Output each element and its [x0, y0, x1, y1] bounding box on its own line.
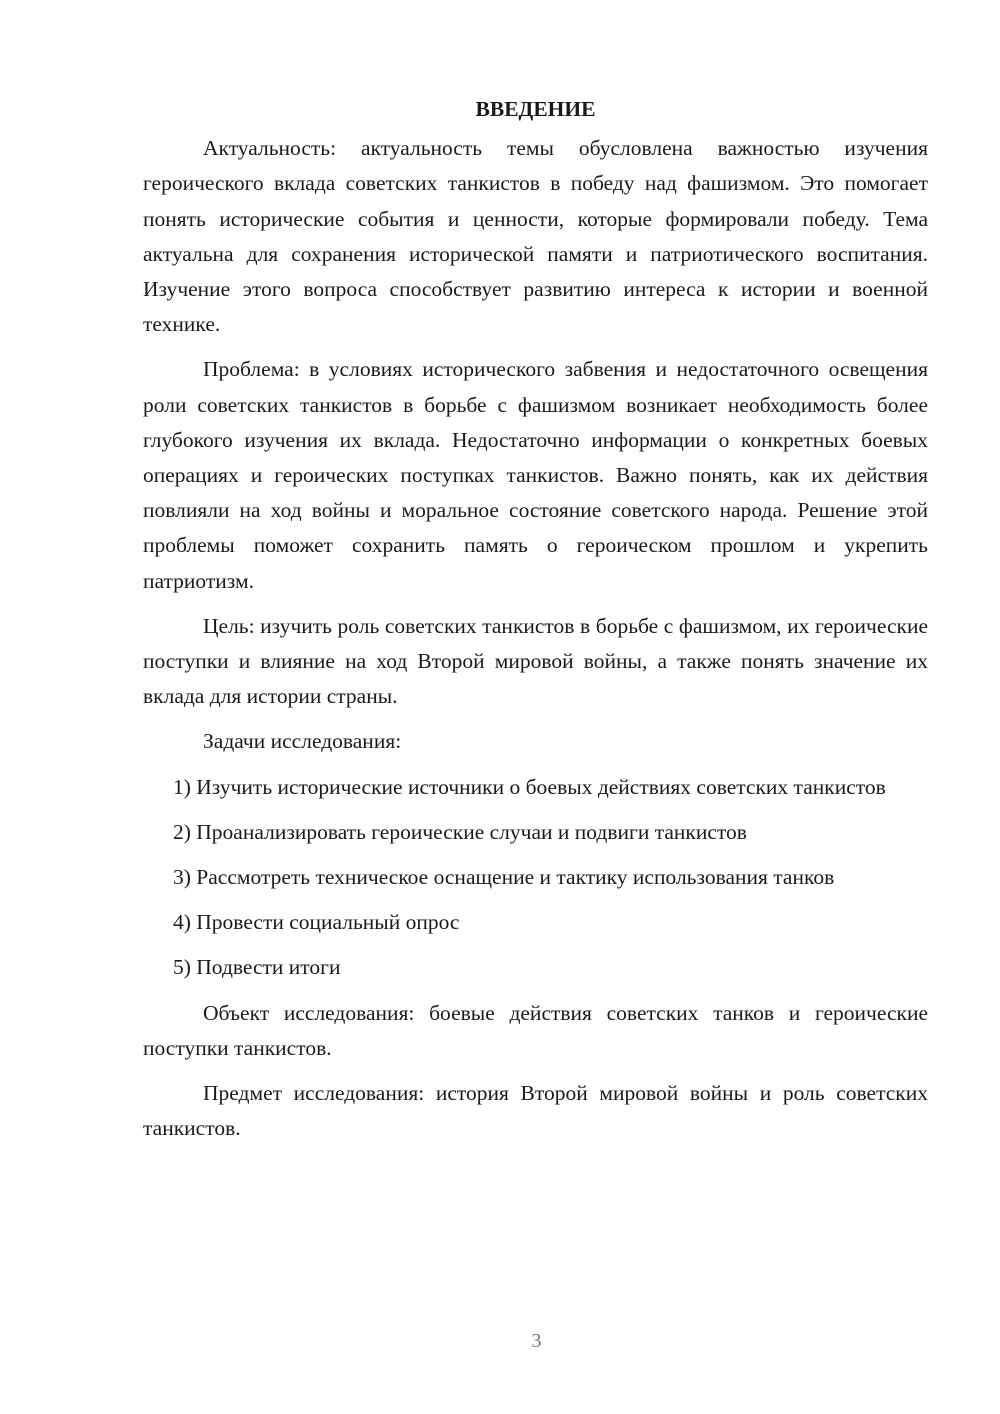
document-body [143, 92, 928, 1156]
relevance-paragraph: Актуальность: актуальность темы обусловлена важностью изучения героического вклада советских танкистов в победу над фашизмом. Это помогает понять исторические события и ценности, которые формировали победу. Тема актуальна для сохранения исторической памяти и патриотического воспитания. Изучение этого вопроса способствует развитию интереса к истории и военной технике. [143, 136, 928, 337]
object-paragraph: Объект исследования: боевые действия советских танков и героические поступки танкистов. [143, 1000, 928, 1060]
page-title: ВВЕДЕНИЕ [475, 97, 596, 121]
task-item-1: 1) Изучить исторические источники о боевых действиях советских танкистов [173, 774, 886, 799]
subject-paragraph: Предмет исследования: история Второй мировой войны и роль советских танкистов. [143, 1081, 928, 1141]
goal-paragraph: Цель: изучить роль советских танкистов в борьбе с фашизмом, их героические поступки и влияние на ход Второй мировой войны, а также понять значение их вклада для истории страны. [143, 613, 928, 709]
task-item-4: 4) Провести социальный опрос [173, 910, 460, 935]
task-item-3: 3) Рассмотреть техническое оснащение и тактику использования танков [173, 865, 835, 890]
tasks-heading: Задачи исследования: [203, 729, 402, 754]
problem-paragraph: Проблема: в условиях исторического забвения и недостаточного освещения роли советских танкистов в борьбе с фашизмом возникает необходимость более глубокого изучения их вклада. Недостаточно информации о конкретных боевых операциях и героических поступках танкистов. Важно понять, как их действия повлияли на ход войны и моральное состояние советского народа. Решение этой проблемы поможет сохранить память о героическом прошлом и укрепить патриотизм. [143, 357, 928, 593]
page-number: 3 [531, 1330, 542, 1352]
task-item-2: 2) Проанализировать героические случаи и подвиги танкистов [173, 819, 747, 844]
task-item-5: 5) Подвести итоги [173, 955, 341, 980]
tasks-list [143, 770, 928, 986]
